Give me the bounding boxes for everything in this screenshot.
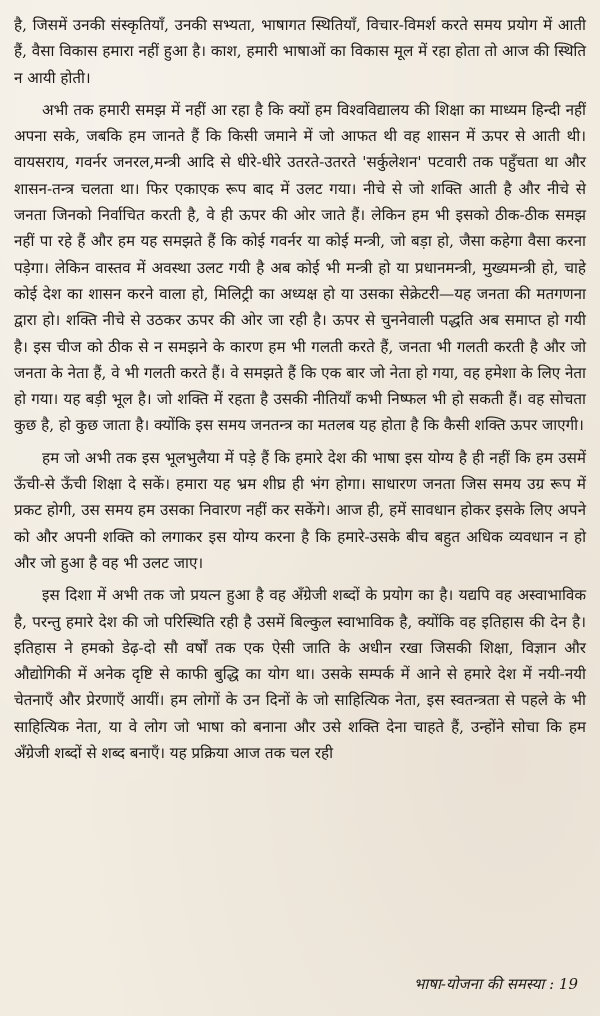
page-body-text	[14, 12, 586, 766]
paragraph-4: इस दिशा में अभी तक जो प्रयत्न हुआ है वह अँग्रेजी शब्दों के प्रयोग का है। यद्यपि वह अस्वाभाविक है, परन्तु हमारे देश की जो परिस्थिति रही है उसमें बिल्कुल स्वाभाविक है, क्योंकि वह इतिहास की देन है। इतिहास ने हमको डेढ़-दो सौ वर्षों तक एक ऐसी जाति के अधीन रखा जिसकी शिक्षा, विज्ञान और औद्योगिकी में अनेक दृष्टि से काफी बुद्धि का योग था। उसके सम्पर्क में आने से हमारे देश में नयी-नयी चेतनाएँ और प्रेरणाएँ आयीं। हम लोगों के उन दिनों के जो साहित्यिक नेता, इस स्वतन्त्रता से पहले के भी साहित्यिक नेता, या वे लोग जो भाषा को बनाना और उसे शक्ति देना चाहते हैं, उन्होंने सोचा कि हम अँग्रेजी शब्दों से शब्द बनाएँ। यह प्रक्रिया आज तक चल रही	[14, 586, 586, 763]
paragraph-1: है, जिसमें उनकी संस्कृतियाँ, उनकी सभ्यता, भाषागत स्थितियाँ, विचार-विमर्श करते समय प्रयोग में आती हैं, वैसा विकास हमारा नहीं हुआ है। काश, हमारी भाषाओं का विकास मूल में रहा होता तो आज की स्थिति न आयी होती।	[14, 16, 586, 87]
paragraph-3: हम जो अभी तक इस भूलभुलैया में पड़े हैं कि हमारे देश की भाषा इस योग्य है ही नहीं कि हम उसमें ऊँची-से ऊँची शिक्षा दे सकें। हमारा यह भ्रम शीघ्र ही भंग होगा। साधारण जनता जिस समय उग्र रूप में प्रकट होगी, उस समय हम उसका निवारण नहीं कर सकेंगे। आज ही, हमें सावधान होकर इसके लिए अपने को और अपनी शक्ति को लगाकर इस योग्य करना है कि हमारे-उसके बीच बहुत अधिक व्यवधान न हो और जो हुआ है वह भी उलट जाए।	[14, 448, 586, 572]
page-footer: भाषा-योजना की समस्या : 19	[413, 975, 578, 993]
paragraph-2: अभी तक हमारी समझ में नहीं आ रहा है कि क्यों हम विश्वविद्यालय की शिक्षा का माध्यम हिन्दी नहीं अपना सके, जबकि हम जानते हैं कि किसी जमाने में जो आफत थी वह शासन में ऊपर से आती थी। वायसराय, गवर्नर जनरल,मन्त्री आदि से धीरे-धीरे उतरते-उतरते 'सर्कुलेशन' पटवारी तक पहुँचता था और शासन-तन्त्र चलता था। फिर एकाएक रूप बाद में उलट गया। नीचे से जो शक्ति आती है और नीचे से जनता जिनको निर्वाचित करती है, वे ही ऊपर की ओर जाते हैं। लेकिन हम भी इसको ठीक-ठीक समझ नहीं पा रहे हैं और हम यह समझते हैं कि कोई गवर्नर या कोई मन्त्री, जो बड़ा हो, जैसा कहेगा वैसा करना पड़ेगा। लेकिन वास्तव में अवस्था उलट गयी है अब कोई भी मन्त्री हो या प्रधानमन्त्री, मुख्यमन्त्री हो, चाहे कोई देश का शासन करने वाला हो, मिलिट्री का अध्यक्ष हो या उसका सेक्रेटरी—यह जनता की मतगणना द्वारा हो। शक्ति नीचे से उठकर ऊपर की ओर जा रही है। ऊपर से चुननेवाली पद्धति अब समाप्त हो गयी है। इस चीज को ठीक से न समझने के कारण हम भी गलती करते हैं, जनता भी गलती करती है और जो जनता के नेता हैं, वे भी गलती करते हैं। वे समझते हैं कि एक बार जो नेता हो गया, वह हमेशा के लिए नेता हो गया। यह बड़ी भूल है। जो शक्ति में रहता है उसकी नीतियाँ कभी निष्फल भी हो सकती हैं। वह सोचता कुछ है, हो कुछ जाता है। क्योंकि इस समय जनतन्त्र का मतलब यह होता है कि कैसी शक्ति ऊपर जाएगी।	[14, 100, 586, 435]
